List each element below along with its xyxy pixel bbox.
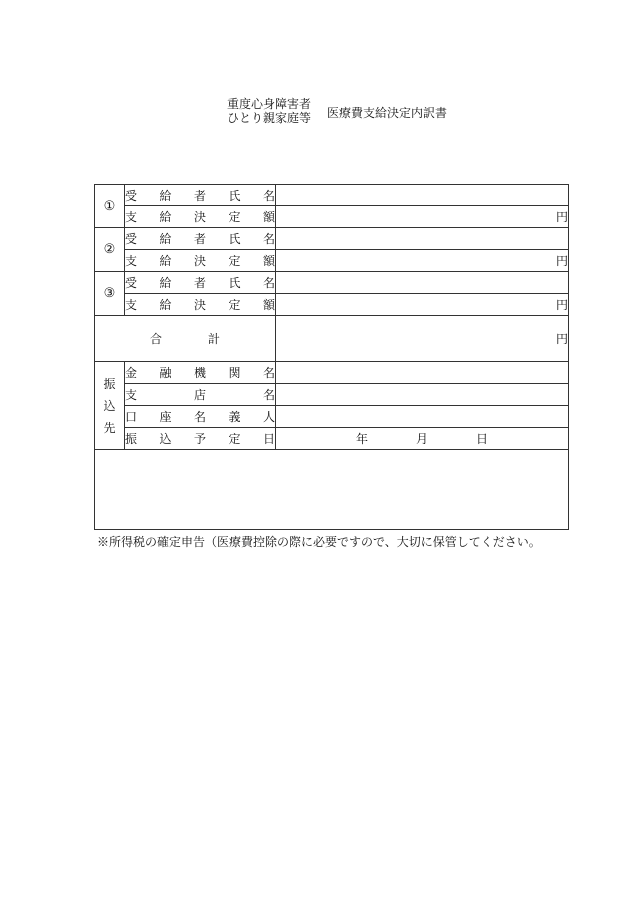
footnote: ※所得税の確定申告（医療費控除の際に必要ですので、大切に保管してください。 xyxy=(97,535,541,549)
recipient-1-name-field[interactable] xyxy=(276,185,569,206)
recipient-2-amount-row xyxy=(95,250,569,272)
remarks-row xyxy=(95,450,569,530)
subtitle-line-2: ひとり親家庭等 xyxy=(227,111,312,125)
recipient-2-name-label: 受 給 者 氏 名 xyxy=(125,228,276,250)
recipient-2-name-row xyxy=(95,228,569,250)
breakdown-table xyxy=(94,184,569,530)
yen-unit: 円 xyxy=(555,298,568,312)
branch-row xyxy=(95,384,569,406)
recipient-3-name-field[interactable] xyxy=(276,272,569,294)
transfer-label: 振 込 先 xyxy=(95,362,125,450)
bank-row xyxy=(95,362,569,384)
transfer-date-label: 振 込 予 定 日 xyxy=(125,428,276,450)
recipient-1-name-row xyxy=(95,185,569,206)
recipient-2-amount-field[interactable] xyxy=(276,250,569,272)
total-amount-field[interactable] xyxy=(276,316,569,362)
recipient-2-name-field[interactable] xyxy=(276,228,569,250)
branch-name-label: 支 店 名 xyxy=(125,384,276,406)
recipient-3-name-label: 受 給 者 氏 名 xyxy=(125,272,276,294)
yen-unit: 円 xyxy=(555,254,568,268)
form-subtitle xyxy=(227,97,311,125)
remarks-area[interactable] xyxy=(95,450,569,530)
recipient-3-name-row xyxy=(95,272,569,294)
date-row xyxy=(95,428,569,450)
recipient-3-amount-field[interactable] xyxy=(276,294,569,316)
account-holder-field[interactable] xyxy=(276,406,569,428)
recipient-3-amount-label: 支 給 決 定 額 xyxy=(125,294,276,316)
recipient-1-mark: ① xyxy=(95,185,125,228)
day-unit: 日 xyxy=(476,432,489,446)
recipient-1-amount-row xyxy=(95,206,569,228)
total-row xyxy=(95,316,569,362)
yen-unit: 円 xyxy=(555,210,568,224)
recipient-1-name-label: 受 給 者 氏 名 xyxy=(125,185,276,206)
recipient-1-amount-field[interactable] xyxy=(276,206,569,228)
subtitle-line-1: 重度心身障害者 xyxy=(227,97,312,111)
recipient-1-amount-label: 支 給 決 定 額 xyxy=(125,206,276,228)
month-unit: 月 xyxy=(415,432,428,446)
yen-unit: 円 xyxy=(555,332,568,346)
account-row xyxy=(95,406,569,428)
recipient-3-mark: ③ xyxy=(95,272,125,316)
year-unit: 年 xyxy=(355,432,368,446)
bank-name-field[interactable] xyxy=(276,362,569,384)
bank-name-label: 金 融 機 関 名 xyxy=(125,362,276,384)
recipient-2-amount-label: 支 給 決 定 額 xyxy=(125,250,276,272)
transfer-date-field[interactable] xyxy=(276,428,569,450)
recipient-3-amount-row xyxy=(95,294,569,316)
account-holder-label: 口 座 名 義 人 xyxy=(125,406,276,428)
branch-name-field[interactable] xyxy=(276,384,569,406)
form-title: 医療費支給決定内訳書 xyxy=(327,106,448,120)
total-label: 合 計 xyxy=(95,316,276,362)
recipient-2-mark: ② xyxy=(95,228,125,272)
